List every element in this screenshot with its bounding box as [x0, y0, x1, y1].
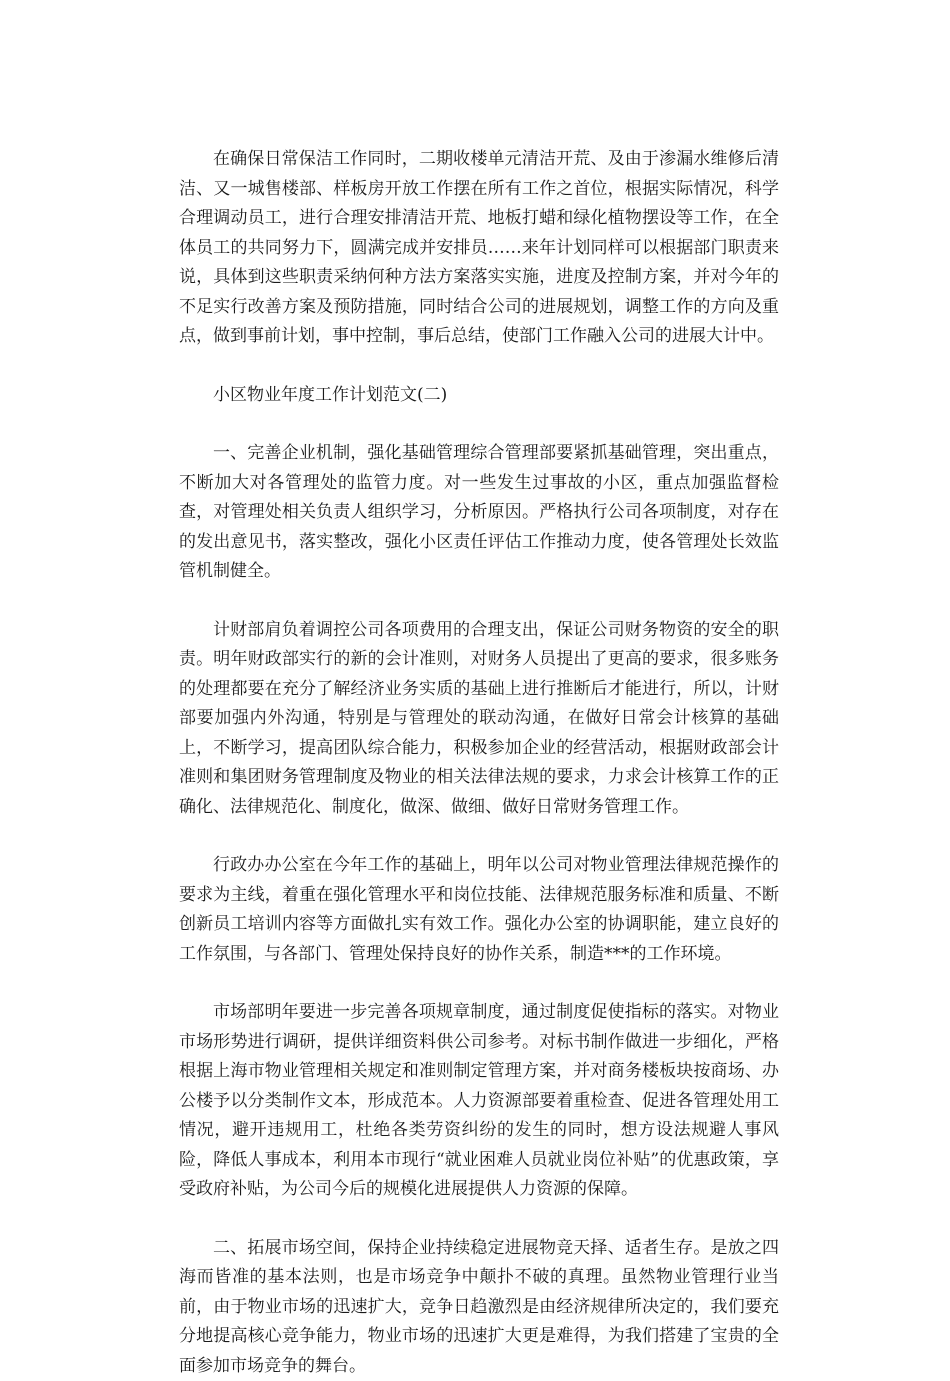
paragraph-enterprise-mechanism: 一、完善企业机制，强化基础管理综合管理部要紧抓基础管理，突出重点，不断加大对各管理处的监管力度。对一些发生过事故的小区，重点加强监督检查，对管理处相关负责人组织学习，分析原因。严格执行公司各项制度，对存在的发出意见书，落实整改，强化小区责任评估工作推动力度，使各管理处长效监管机制健全。 [179, 439, 779, 587]
paragraph-cleaning-summary: 在确保日常保洁工作同时，二期收楼单元清洁开荒、及由于渗漏水维修后清洁、又一城售楼部、样板房开放工作摆在所有工作之首位，根据实际情况，科学合理调动员工，进行合理安排清洁开荒、地板打蜡和绿化植物摆设等工作，在全体员工的共同努力下，圆满完成并安排员……来年计划同样可以根据部门职责来说，具体到这些职责采纳何种方法方案落实实施，进度及控制方案，并对今年的不足实行改善方案及预防措施，同时结合公司的进展规划，调整工作的方向及重点，做到事前计划，事中控制，事后总结，使部门工作融入公司的进展大计中。 [179, 145, 779, 352]
document-body [179, 145, 779, 1381]
paragraph-marketing-department: 市场部明年要进一步完善各项规章制度，通过制度促使指标的落实。对物业市场形势进行调研，提供详细资料供公司参考。对标书制作做进一步细化，严格根据上海市物业管理相关规定和准则制定管理方案，并对商务楼板块按商场、办公楼予以分类制作文本，形成范本。人力资源部要着重检查、促进各管理处用工情况，避开违规用工，杜绝各类劳资纠纷的发生的同时，想方设法规避人事风险，降低人事成本，利用本市现行“就业困难人员就业岗位补贴”的优惠政策，享受政府补贴，为公司今后的规模化进展提供人力资源的保障。 [179, 998, 779, 1205]
paragraph-market-expansion: 二、拓展市场空间，保持企业持续稳定进展物竞天择、适者生存。是放之四海而皆准的基本法则，也是市场竞争中颠扑不破的真理。虽然物业管理行业当前，由于物业市场的迅速扩大，竞争日趋激烈是由经济规律所决定的，我们要充分地提高核心竞争能力，物业市场的迅速扩大更是难得，为我们搭建了宝贵的全面参加市场竞争的舞台。 [179, 1234, 779, 1381]
section-heading: 小区物业年度工作计划范文(二) [179, 381, 779, 411]
paragraph-finance-department: 计财部肩负着调控公司各项费用的合理支出，保证公司财务物资的安全的职责。明年财政部实行的新的会计准则，对财务人员提出了更高的要求，很多账务的处理都要在充分了解经济业务实质的基础上进行推断后才能进行，所以，计财部要加强内外沟通，特别是与管理处的联动沟通，在做好日常会计核算的基础上，不断学习，提高团队综合能力，积极参加企业的经营活动，根据财政部会计准则和集团财务管理制度及物业的相关法律法规的要求，力求会计核算工作的正确化、法律规范化、制度化，做深、做细、做好日常财务管理工作。 [179, 616, 779, 823]
paragraph-administration-office: 行政办办公室在今年工作的基础上，明年以公司对物业管理法律规范操作的要求为主线，着重在强化管理水平和岗位技能、法律规范服务标准和质量、不断创新员工培训内容等方面做扎实有效工作。强化办公室的协调职能，建立良好的工作氛围，与各部门、管理处保持良好的协作关系，制造***的工作环境。 [179, 851, 779, 969]
